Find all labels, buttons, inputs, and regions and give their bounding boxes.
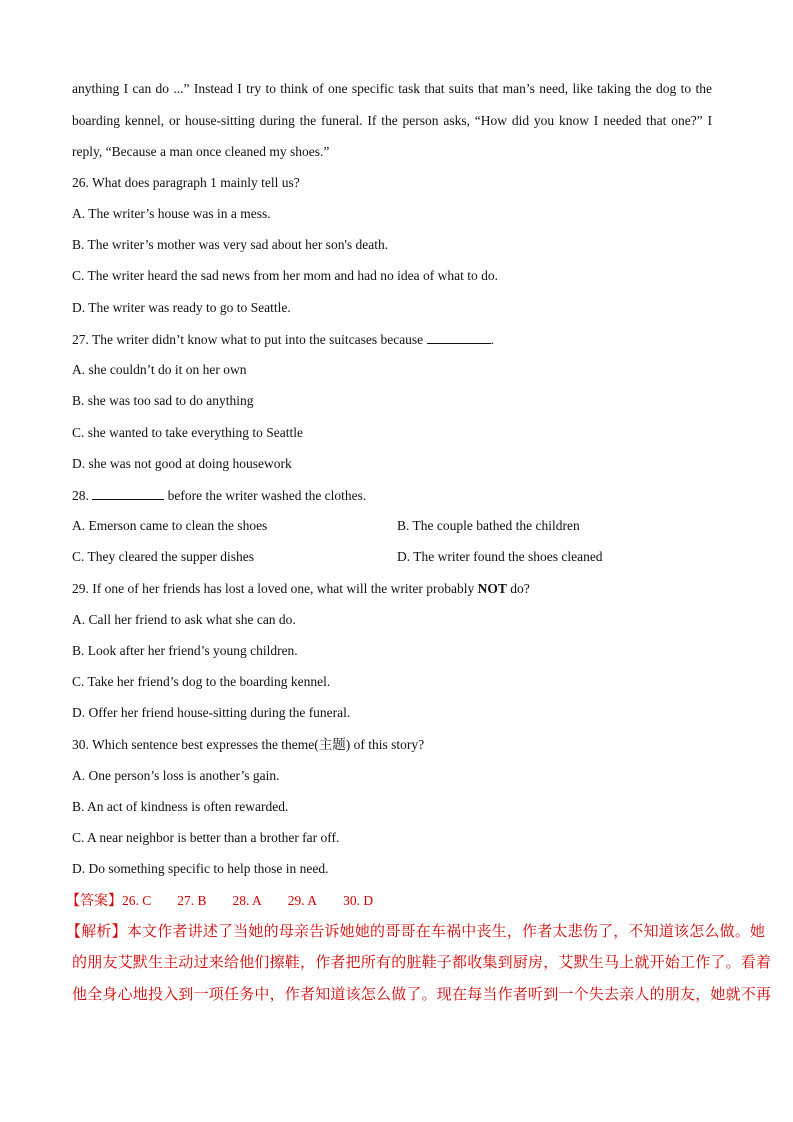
question-28-option-b: B. The couple bathed the children	[397, 518, 580, 533]
analysis-text: 本文作者讲述了当她的母亲告诉她她的哥哥在车祸中丧生，作者太悲伤了，不知道该怎么做。她	[126, 922, 766, 940]
answer-blank	[427, 330, 491, 344]
question-27-stem-text: 27. The writer didn’t know what to put into the suitcases because	[72, 332, 427, 347]
answer-key	[66, 892, 399, 910]
answer-item: 27. B	[177, 893, 207, 908]
answer-item: 26. C	[122, 893, 152, 908]
question-28-number: 28.	[72, 488, 93, 503]
question-29-stem-text: 29. If one of her friends has lost a loved one, what will the writer probably	[72, 581, 478, 596]
question-26-option-b: B. The writer’s mother was very sad about her son's death.	[72, 237, 389, 252]
answer-item: 29. A	[287, 893, 318, 908]
question-28-option-a: A. Emerson came to clean the shoes	[72, 518, 268, 533]
question-26-stem: 26. What does paragraph 1 mainly tell us?	[72, 175, 300, 190]
question-27-option-d: D. she was not good at doing housework	[72, 456, 292, 471]
answer-item: 28. A	[232, 893, 262, 908]
question-26-option-a: A. The writer’s house was in a mess.	[72, 206, 271, 221]
passage-line-2: boarding kennel, or house-sitting during the funeral. If the person asks, “How did you know I needed that one?” I	[72, 113, 712, 128]
question-27-stem	[72, 330, 494, 349]
passage-line-1: anything I can do ...” Instead I try to think of one specific task that suits that man’s need, like taking the dog to the	[72, 81, 712, 96]
question-29-option-a: A. Call her friend to ask what she can do.	[72, 612, 296, 627]
question-29-emphasis: NOT	[477, 581, 507, 596]
question-29-stem-end: do?	[506, 581, 530, 596]
question-29-stem	[72, 580, 530, 598]
question-28-option-d: D. The writer found the shoes cleaned	[397, 549, 603, 564]
question-30-stem: 30. Which sentence best expresses the theme(主题) of this story?	[72, 737, 425, 752]
question-27-stem-end: .	[490, 332, 494, 347]
question-30-option-d: D. Do something specific to help those in need.	[72, 861, 329, 876]
question-29-option-d: D. Offer her friend house-sitting during the funeral.	[72, 705, 351, 720]
question-27-option-c: C. she wanted to take everything to Seattle	[72, 425, 303, 440]
question-27-option-a: A. she couldn’t do it on her own	[72, 362, 247, 377]
question-30-option-a: A. One person’s loss is another’s gain.	[72, 768, 280, 783]
question-26-option-c: C. The writer heard the sad news from her mom and had no idea of what to do.	[72, 268, 499, 283]
analysis-line-2: 的朋友艾默生主动过来给他们擦鞋，作者把所有的脏鞋子都收集到厨房，艾默生马上就开始工作了。看着	[72, 953, 772, 971]
question-29-option-c: C. Take her friend’s dog to the boarding kennel.	[72, 674, 331, 689]
question-30-option-c: C. A near neighbor is better than a brother far off.	[72, 830, 340, 845]
question-28-stem	[72, 486, 366, 505]
analysis-line-1	[66, 922, 766, 940]
question-29-option-b: B. Look after her friend’s young children.	[72, 643, 298, 658]
question-30-option-b: B. An act of kindness is often rewarded.	[72, 799, 289, 814]
answer-label: 【答案】	[66, 893, 122, 909]
answer-blank	[92, 486, 164, 500]
question-28-stem-text: before the writer washed the clothes.	[164, 488, 367, 503]
question-27-option-b: B. she was too sad to do anything	[72, 393, 254, 408]
answer-item: 30. D	[343, 893, 374, 908]
analysis-line-3: 他全身心地投入到一项任务中，作者知道该怎么做了。现在每当作者听到一个失去亲人的朋友，她就不再	[72, 985, 772, 1003]
question-28-option-c: C. They cleared the supper dishes	[72, 549, 254, 564]
analysis-label: 【解析】	[66, 922, 127, 940]
question-26-option-d: D. The writer was ready to go to Seattle.	[72, 300, 291, 315]
passage-line-3: reply, “Because a man once cleaned my shoes.”	[72, 144, 330, 159]
